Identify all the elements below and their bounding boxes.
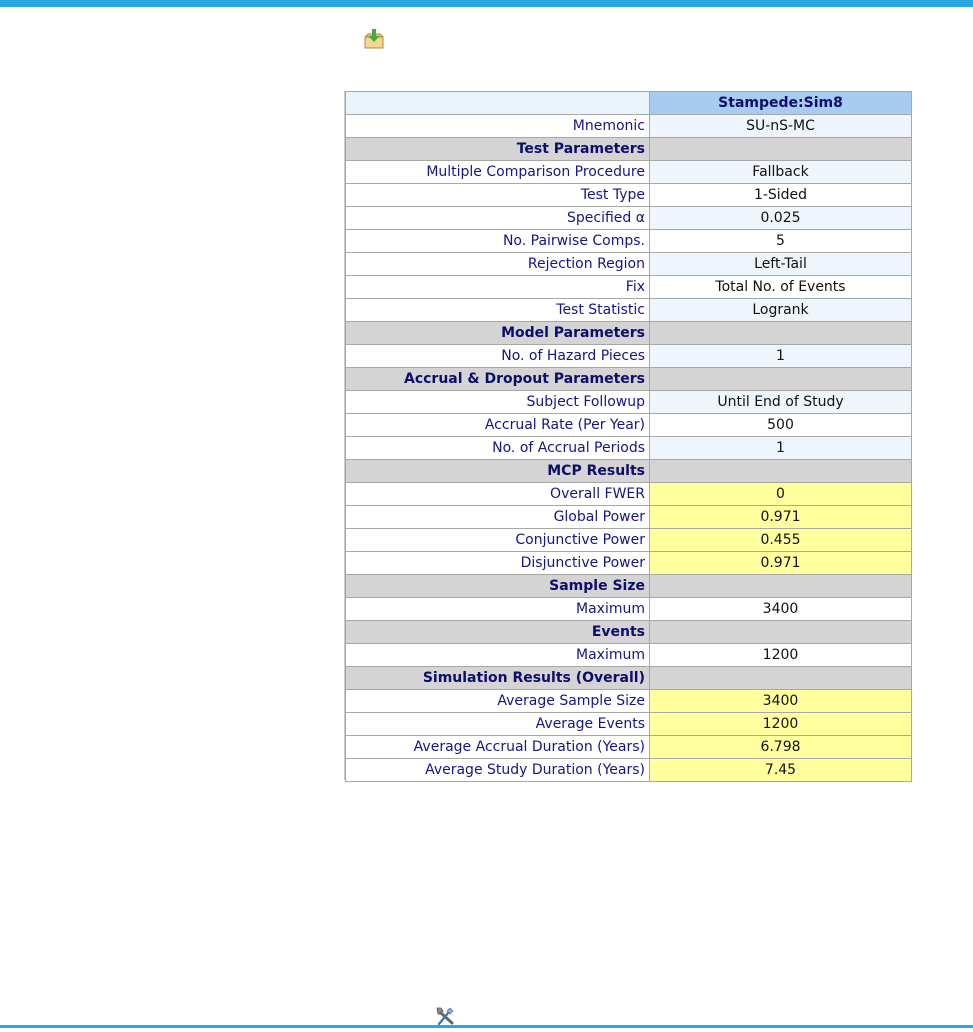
header-blank-cell (346, 92, 650, 115)
row-label: Average Sample Size (346, 690, 650, 713)
section-spacer-cell (650, 667, 912, 690)
row-label: Global Power (346, 506, 650, 529)
table-row (346, 345, 912, 368)
design-name-header[interactable]: Stampede:Sim8 (650, 92, 912, 115)
table-row (346, 230, 912, 253)
row-label: Subject Followup (346, 391, 650, 414)
table-row (346, 299, 912, 322)
row-label: Test Type (346, 184, 650, 207)
row-label: Rejection Region (346, 253, 650, 276)
row-value[interactable]: 1200 (650, 644, 912, 667)
result-value-cell[interactable]: 7.45 (650, 759, 912, 782)
row-label: Conjunctive Power (346, 529, 650, 552)
section-row (346, 368, 912, 391)
table-row (346, 437, 912, 460)
table-header-row (346, 92, 912, 115)
table-row (346, 759, 912, 782)
row-value[interactable]: Logrank (650, 299, 912, 322)
row-value[interactable]: Fallback (650, 161, 912, 184)
section-spacer-cell (650, 460, 912, 483)
result-value-cell[interactable]: 0.971 (650, 506, 912, 529)
table-row (346, 644, 912, 667)
row-label: Mnemonic (346, 115, 650, 138)
row-label: No. of Hazard Pieces (346, 345, 650, 368)
table-row (346, 184, 912, 207)
table-row (346, 506, 912, 529)
row-label: Fix (346, 276, 650, 299)
export-button[interactable] (362, 27, 386, 51)
table-row (346, 414, 912, 437)
result-value-cell[interactable]: 6.798 (650, 736, 912, 759)
table-row (346, 713, 912, 736)
section-spacer-cell (650, 575, 912, 598)
row-label: Multiple Comparison Procedure (346, 161, 650, 184)
row-value[interactable]: 1 (650, 437, 912, 460)
section-spacer-cell (650, 138, 912, 161)
row-value[interactable]: 3400 (650, 598, 912, 621)
section-row (346, 460, 912, 483)
row-value[interactable]: 0.025 (650, 207, 912, 230)
row-label: Overall FWER (346, 483, 650, 506)
section-row (346, 138, 912, 161)
row-value[interactable]: SU-nS-MC (650, 115, 912, 138)
row-label: Specified α (346, 207, 650, 230)
table-row (346, 207, 912, 230)
table-row (346, 598, 912, 621)
row-label: Accrual Rate (Per Year) (346, 414, 650, 437)
section-row (346, 667, 912, 690)
summary-panel (344, 91, 916, 780)
result-value-cell[interactable]: 1200 (650, 713, 912, 736)
row-label: Average Accrual Duration (Years) (346, 736, 650, 759)
section-label: Sample Size (346, 575, 650, 598)
section-spacer-cell (650, 621, 912, 644)
table-row (346, 552, 912, 575)
section-label: Model Parameters (346, 322, 650, 345)
row-label: No. of Accrual Periods (346, 437, 650, 460)
table-row (346, 253, 912, 276)
row-value[interactable]: Until End of Study (650, 391, 912, 414)
row-label: Average Events (346, 713, 650, 736)
section-label: Events (346, 621, 650, 644)
table-row (346, 483, 912, 506)
section-spacer-cell (650, 368, 912, 391)
result-value-cell[interactable]: 3400 (650, 690, 912, 713)
row-label: Average Study Duration (Years) (346, 759, 650, 782)
design-summary-table (345, 91, 912, 782)
row-value[interactable]: 1 (650, 345, 912, 368)
row-value[interactable]: 5 (650, 230, 912, 253)
row-value[interactable]: 500 (650, 414, 912, 437)
section-label: MCP Results (346, 460, 650, 483)
row-label: Disjunctive Power (346, 552, 650, 575)
row-label: Maximum (346, 598, 650, 621)
export-icon (362, 27, 386, 51)
table-row (346, 690, 912, 713)
section-label: Accrual & Dropout Parameters (346, 368, 650, 391)
row-label: Test Statistic (346, 299, 650, 322)
section-label: Simulation Results (Overall) (346, 667, 650, 690)
section-row (346, 575, 912, 598)
result-value-cell[interactable]: 0.971 (650, 552, 912, 575)
table-row (346, 736, 912, 759)
section-row (346, 322, 912, 345)
table-row (346, 529, 912, 552)
row-value[interactable]: 1-Sided (650, 184, 912, 207)
top-accent-bar (0, 0, 973, 7)
table-row (346, 161, 912, 184)
table-row (346, 391, 912, 414)
row-value[interactable]: Total No. of Events (650, 276, 912, 299)
table-row (346, 276, 912, 299)
row-value[interactable]: Left-Tail (650, 253, 912, 276)
row-label: No. Pairwise Comps. (346, 230, 650, 253)
section-row (346, 621, 912, 644)
row-label: Maximum (346, 644, 650, 667)
section-label: Test Parameters (346, 138, 650, 161)
result-value-cell[interactable]: 0 (650, 483, 912, 506)
result-value-cell[interactable]: 0.455 (650, 529, 912, 552)
table-row (346, 115, 912, 138)
section-spacer-cell (650, 322, 912, 345)
